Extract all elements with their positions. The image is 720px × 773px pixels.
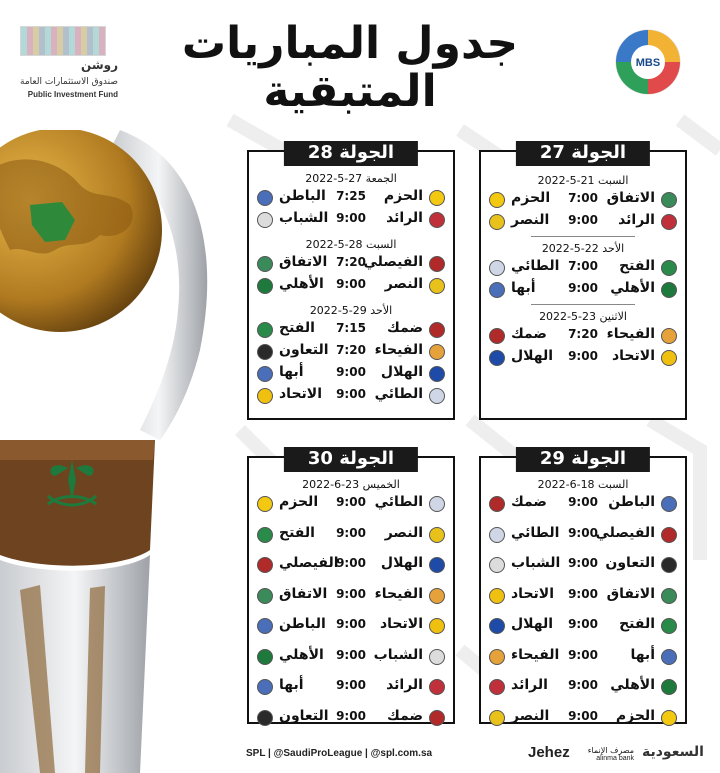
match-day-label: الأحد 29-5-2022 xyxy=(309,304,393,317)
home-team-badge-icon xyxy=(661,328,677,344)
home-team: الحزم xyxy=(383,188,423,204)
round-30-box xyxy=(247,448,455,724)
kickoff-time: 7:20 xyxy=(568,327,598,341)
away-team: الأهلي xyxy=(279,276,324,292)
kickoff-time: 9:00 xyxy=(336,495,366,509)
home-team-badge-icon xyxy=(429,649,445,665)
home-team: الفيحاء xyxy=(606,326,655,342)
match-day-label: السبت 28-5-2022 xyxy=(305,238,397,251)
match-row xyxy=(257,386,445,406)
home-team: الطائي xyxy=(374,494,423,510)
away-team: الفيحاء xyxy=(511,646,560,663)
pif-mosaic xyxy=(20,26,106,56)
away-team: الاتفاق xyxy=(279,254,328,270)
away-team: الرائد xyxy=(511,677,548,693)
home-team: الفيحاء xyxy=(374,585,423,602)
home-team-badge-icon xyxy=(429,344,445,360)
home-team-badge-icon xyxy=(429,388,445,404)
match-row xyxy=(257,555,445,575)
match-row xyxy=(489,708,677,728)
away-team-badge-icon xyxy=(257,322,273,338)
match-row xyxy=(489,677,677,697)
away-team-badge-icon xyxy=(257,557,273,573)
page-title-line2: المتبقية xyxy=(263,66,437,117)
away-team: الاتفاق xyxy=(279,585,328,602)
away-team-badge-icon xyxy=(489,710,505,726)
away-team: أبها xyxy=(279,364,304,380)
away-team: التعاون xyxy=(279,342,329,358)
home-team: الفيصلي xyxy=(595,524,655,541)
away-team: الباطن xyxy=(279,188,326,204)
pif-fund-en: Public Investment Fund xyxy=(27,90,118,99)
home-team: الفيصلي xyxy=(363,254,423,270)
home-team-badge-icon xyxy=(429,679,445,695)
match-row xyxy=(257,708,445,728)
day-separator xyxy=(531,304,635,305)
match-day-label: السبت 21-5-2022 xyxy=(537,174,629,187)
round-27-box xyxy=(479,142,687,420)
round-title: الجولة 30 xyxy=(284,447,418,472)
kickoff-time: 9:00 xyxy=(336,525,366,540)
match-row xyxy=(257,647,445,667)
away-team-badge-icon xyxy=(489,557,505,573)
kickoff-time: 7:20 xyxy=(336,255,366,269)
match-row xyxy=(489,647,677,667)
home-team-badge-icon xyxy=(661,618,677,634)
away-team-badge-icon xyxy=(489,496,505,512)
kickoff-time: 9:00 xyxy=(336,277,366,291)
match-day-label: الخميس 23-6-2022 xyxy=(302,478,400,491)
away-team-badge-icon xyxy=(257,388,273,404)
kickoff-time: 9:00 xyxy=(568,213,598,227)
match-row xyxy=(489,326,677,346)
round-title: الجولة 28 xyxy=(284,141,418,166)
away-team-badge-icon xyxy=(489,214,505,230)
home-team: الفتح xyxy=(619,616,655,632)
trophy-illustration xyxy=(0,130,240,773)
away-team-badge-icon xyxy=(257,710,273,726)
kickoff-time: 9:00 xyxy=(336,647,366,662)
kickoff-time: 9:00 xyxy=(568,647,598,662)
home-team: ضمك xyxy=(387,320,423,336)
away-team-badge-icon xyxy=(257,679,273,695)
home-team: أبها xyxy=(630,646,655,663)
mbs-text: MBS xyxy=(635,57,661,69)
home-team-badge-icon xyxy=(661,260,677,276)
match-row xyxy=(489,190,677,210)
kickoff-time: 9:00 xyxy=(568,525,598,540)
match-day-label: الجمعة 27-5-2022 xyxy=(305,172,397,185)
kickoff-time: 7:25 xyxy=(336,189,366,203)
home-team-badge-icon xyxy=(661,710,677,726)
away-team: الباطن xyxy=(279,616,326,632)
away-team: ضمك xyxy=(511,494,547,510)
match-row xyxy=(489,212,677,232)
away-team-badge-icon xyxy=(257,588,273,604)
away-team: الأهلي xyxy=(279,646,324,663)
match-row xyxy=(489,258,677,278)
match-row xyxy=(257,188,445,208)
match-day-label: السبت 18-6-2022 xyxy=(537,478,629,491)
away-team: ضمك xyxy=(511,326,547,342)
away-team-badge-icon xyxy=(489,527,505,543)
home-team-badge-icon xyxy=(429,212,445,228)
match-row xyxy=(489,494,677,514)
home-team: الباطن xyxy=(608,494,655,510)
home-team-badge-icon xyxy=(429,496,445,512)
match-row xyxy=(257,586,445,606)
match-row xyxy=(489,525,677,545)
home-team: الاتحاد xyxy=(611,348,655,364)
match-row xyxy=(489,348,677,368)
away-team-badge-icon xyxy=(257,212,273,228)
pif-fund-ar: صندوق الاستثمارات العامة xyxy=(20,77,118,87)
home-team-badge-icon xyxy=(661,527,677,543)
home-team: الحزم xyxy=(615,707,655,724)
kickoff-time: 7:20 xyxy=(336,343,366,357)
match-row xyxy=(257,210,445,230)
home-team-badge-icon xyxy=(661,679,677,695)
kickoff-time: 9:00 xyxy=(568,708,598,723)
away-team-badge-icon xyxy=(489,649,505,665)
home-team: الشباب xyxy=(373,646,423,663)
away-team-badge-icon xyxy=(489,192,505,208)
match-row xyxy=(257,677,445,697)
kickoff-time: 9:00 xyxy=(568,617,598,631)
kickoff-time: 9:00 xyxy=(336,617,366,631)
home-team-badge-icon xyxy=(429,256,445,272)
home-team: الرائد xyxy=(386,210,423,226)
home-team-badge-icon xyxy=(429,618,445,634)
away-team: الطائي xyxy=(511,524,560,541)
home-team-badge-icon xyxy=(661,192,677,208)
away-team: التعاون xyxy=(279,707,329,724)
home-team: الرائد xyxy=(386,677,423,693)
away-team-badge-icon xyxy=(257,256,273,272)
kickoff-time: 9:00 xyxy=(336,678,366,692)
home-team-badge-icon xyxy=(429,527,445,543)
away-team-badge-icon xyxy=(489,282,505,298)
home-team-badge-icon xyxy=(661,282,677,298)
away-team-badge-icon xyxy=(489,679,505,695)
home-team-badge-icon xyxy=(429,557,445,573)
home-team: التعاون xyxy=(605,555,655,571)
kickoff-time: 9:00 xyxy=(568,586,598,601)
kickoff-time: 9:00 xyxy=(336,387,366,401)
kickoff-time: 9:00 xyxy=(568,556,598,570)
match-row xyxy=(489,586,677,606)
away-team: الحزم xyxy=(511,190,551,206)
kickoff-time: 9:00 xyxy=(336,586,366,601)
home-team: الطائي xyxy=(374,386,423,402)
home-team: الهلال xyxy=(380,555,423,571)
away-team-badge-icon xyxy=(489,618,505,634)
home-team-badge-icon xyxy=(661,350,677,366)
away-team: النصر xyxy=(511,212,550,228)
home-team-badge-icon xyxy=(429,190,445,206)
match-day-label: الأحد 22-5-2022 xyxy=(541,242,625,255)
away-team-badge-icon xyxy=(489,328,505,344)
day-separator xyxy=(531,236,635,237)
home-team: الاتفاق xyxy=(606,585,655,602)
away-team: الفتح xyxy=(279,320,315,336)
away-team: الشباب xyxy=(511,555,561,571)
match-row xyxy=(257,320,445,340)
kickoff-time: 7:00 xyxy=(568,191,598,205)
footer xyxy=(240,744,710,764)
away-team: الشباب xyxy=(279,210,329,226)
away-team-badge-icon xyxy=(489,588,505,604)
round-title: الجولة 27 xyxy=(516,141,650,166)
mbs-league-logo xyxy=(612,26,684,98)
home-team-badge-icon xyxy=(429,710,445,726)
home-team: الاتحاد xyxy=(379,616,423,632)
match-row xyxy=(489,280,677,300)
match-row xyxy=(257,494,445,514)
away-team-badge-icon xyxy=(257,344,273,360)
away-team-badge-icon xyxy=(489,260,505,276)
home-team: الأهلي xyxy=(610,677,655,693)
home-team: الهلال xyxy=(380,364,423,380)
round-28-box xyxy=(247,142,455,420)
match-row xyxy=(257,342,445,362)
sponsor-alinma-en: alinma bank xyxy=(596,755,634,762)
page-title-line1: جدول المباريات xyxy=(181,18,519,69)
home-team: ضمك xyxy=(387,707,423,724)
away-team-badge-icon xyxy=(489,350,505,366)
home-team: الاتفاق xyxy=(606,190,655,206)
kickoff-time: 9:00 xyxy=(336,365,366,379)
home-team-badge-icon xyxy=(661,557,677,573)
sponsor-alinma-ar: مصرف الإنماء xyxy=(587,746,634,755)
match-row xyxy=(489,616,677,636)
home-team-badge-icon xyxy=(661,496,677,512)
round-29-box xyxy=(479,448,687,724)
away-team: النصر xyxy=(511,707,550,724)
away-team-badge-icon xyxy=(257,649,273,665)
match-day-label: الاثنين 23-5-2022 xyxy=(539,310,627,323)
kickoff-time: 9:00 xyxy=(336,556,366,570)
kickoff-time: 9:00 xyxy=(336,211,366,225)
home-team-badge-icon xyxy=(429,366,445,382)
home-team: الأهلي xyxy=(610,280,655,296)
match-row xyxy=(257,254,445,274)
kickoff-time: 9:00 xyxy=(568,281,598,295)
away-team: الهلال xyxy=(511,616,554,632)
home-team: الفتح xyxy=(619,258,655,274)
away-team-badge-icon xyxy=(257,618,273,634)
home-team: النصر xyxy=(384,524,423,541)
away-team-badge-icon xyxy=(257,527,273,543)
pif-logo xyxy=(8,22,118,102)
away-team-badge-icon xyxy=(257,190,273,206)
round-title: الجولة 29 xyxy=(516,447,650,472)
away-team: أبها xyxy=(511,280,536,296)
kickoff-time: 7:00 xyxy=(568,259,598,273)
home-team: الرائد xyxy=(618,212,655,228)
kickoff-time: 7:15 xyxy=(336,321,366,335)
match-row xyxy=(257,525,445,545)
home-team-badge-icon xyxy=(429,588,445,604)
match-row xyxy=(257,364,445,384)
kickoff-time: 9:00 xyxy=(568,349,598,363)
match-row xyxy=(257,276,445,296)
away-team-badge-icon xyxy=(257,278,273,294)
away-team: الفيصلي xyxy=(279,555,339,571)
away-team-badge-icon xyxy=(257,366,273,382)
sponsor-saudia: السعودية xyxy=(642,744,704,760)
match-row xyxy=(257,616,445,636)
kickoff-time: 9:00 xyxy=(336,708,366,723)
home-team: الفيحاء xyxy=(374,342,423,358)
match-row xyxy=(489,555,677,575)
away-team: أبها xyxy=(279,677,304,693)
away-team: الاتحاد xyxy=(279,386,323,402)
kickoff-time: 9:00 xyxy=(568,678,598,692)
sponsor-jehez: Jehez xyxy=(528,744,570,761)
home-team: النصر xyxy=(384,276,423,292)
kickoff-time: 9:00 xyxy=(568,495,598,509)
away-team: الطائي xyxy=(511,258,560,274)
social-handles: SPL | @SaudiProLeague | @spl.com.sa xyxy=(246,748,433,759)
home-team-badge-icon xyxy=(661,214,677,230)
home-team-badge-icon xyxy=(429,322,445,338)
away-team-badge-icon xyxy=(257,496,273,512)
home-team-badge-icon xyxy=(661,649,677,665)
away-team: الاتحاد xyxy=(511,585,555,602)
home-team-badge-icon xyxy=(661,588,677,604)
away-team: الفتح xyxy=(279,524,315,541)
pif-name-ar: روشن xyxy=(81,58,118,72)
away-team: الحزم xyxy=(279,494,319,510)
home-team-badge-icon xyxy=(429,278,445,294)
away-team: الهلال xyxy=(511,348,554,364)
